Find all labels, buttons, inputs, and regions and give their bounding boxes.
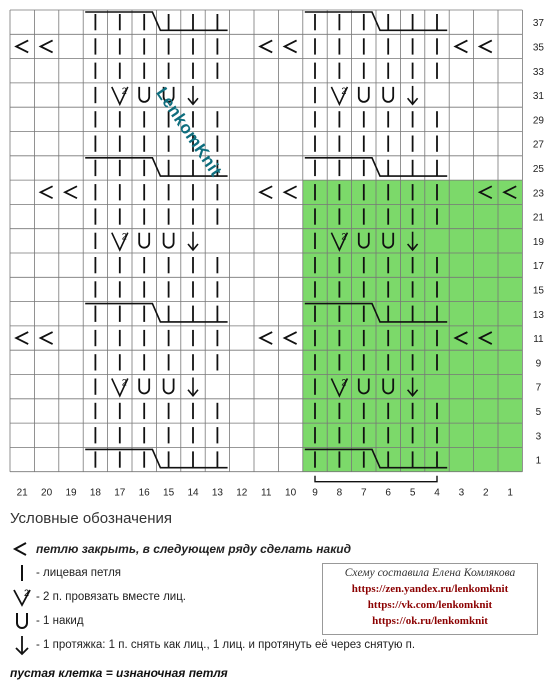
legend-item-knit [8, 562, 121, 584]
row-label: 19 [532, 236, 544, 248]
yarn-over-stitch [359, 87, 369, 102]
column-label: 6 [385, 487, 391, 499]
column-label: 12 [236, 487, 248, 499]
row-label: 35 [532, 42, 544, 54]
legend-text: - 1 накид [36, 615, 84, 627]
row-label: 11 [533, 334, 544, 346]
yarn-over-icon [8, 610, 36, 632]
column-label: 17 [114, 487, 126, 499]
k2tog-number: 2 [341, 85, 347, 96]
bind-off-stitch [260, 332, 272, 344]
row-label: 1 [535, 455, 542, 467]
author-link[interactable]: https://ok.ru/lenkomknit [372, 615, 488, 627]
row-label: 25 [532, 163, 544, 175]
k2tog-number: 2 [121, 85, 127, 96]
column-label: 8 [336, 487, 343, 499]
row-label: 3 [535, 431, 542, 443]
bind-off-stitch [41, 186, 53, 198]
yarn-over-stitch [383, 87, 393, 102]
bind-off-stitch [285, 186, 297, 198]
bind-off-stitch [455, 40, 467, 52]
bind-off-stitch [16, 40, 28, 52]
column-label: 11 [261, 487, 272, 499]
bind-off-stitch [285, 332, 297, 344]
column-label: 2 [483, 487, 489, 499]
legend-footer: пустая клетка = изнаночная петля [10, 666, 228, 680]
legend-item-k2tog [8, 586, 186, 608]
legend-text: петлю закрыть, в следующем ряду сделать накид [36, 542, 352, 556]
row-label: 37 [532, 18, 544, 30]
legend-item-yarn-over [8, 610, 84, 632]
bind-off-icon [8, 538, 36, 560]
row-label: 5 [535, 406, 542, 418]
k2tog-icon [8, 586, 36, 608]
column-label: 19 [65, 487, 77, 499]
knit-icon [8, 562, 36, 584]
column-label: 3 [458, 487, 465, 499]
legend-text: - 2 п. провязать вместе лиц. [36, 591, 187, 603]
legend-title: Условные обозначения [10, 510, 173, 527]
yarn-over-stitch [164, 379, 174, 394]
column-label: 21 [16, 487, 28, 499]
column-label: 15 [163, 487, 175, 499]
legend-text: - лицевая петля [36, 567, 122, 579]
legend-item-ssk [8, 634, 415, 656]
k2tog-number: 2 [341, 377, 347, 388]
author-name: Схему составила Елена Комлякова [344, 567, 516, 579]
yarn-over-stitch [139, 87, 149, 102]
column-label: 10 [285, 487, 297, 499]
row-label: 29 [532, 115, 544, 127]
k2tog-number: 2 [121, 377, 127, 388]
column-label: 5 [409, 487, 416, 499]
author-link[interactable]: https://vk.com/lenkomknit [367, 599, 493, 611]
row-label: 31 [532, 91, 544, 103]
author-box [322, 563, 538, 635]
row-label: 13 [532, 309, 544, 321]
bind-off-stitch [41, 332, 53, 344]
column-label: 7 [361, 487, 367, 499]
bind-off-stitch [16, 332, 28, 344]
watermark: LenkomKnit [152, 84, 226, 181]
row-label: 23 [532, 188, 544, 200]
yarn-over-stitch [139, 379, 149, 394]
author-link[interactable]: https://zen.yandex.ru/lenkomknit [351, 583, 509, 595]
row-label: 7 [535, 382, 542, 394]
bind-off-stitch [260, 40, 272, 52]
row-label: 17 [532, 261, 544, 273]
column-label: 14 [187, 487, 199, 499]
row-label: 27 [532, 139, 544, 151]
yarn-over-stitch [164, 233, 174, 248]
k2tog-number: 2 [121, 231, 127, 242]
row-label: 33 [532, 66, 544, 78]
column-label: 9 [312, 487, 318, 499]
column-label: 20 [41, 487, 53, 499]
bind-off-stitch [285, 40, 297, 52]
ssk-icon [8, 634, 36, 656]
column-label: 13 [211, 487, 223, 499]
bind-off-stitch [41, 40, 53, 52]
legend-item-bind-off [8, 538, 351, 560]
legend-text: - 1 протяжка: 1 п. снять как лиц., 1 лиц. и протянуть её через снятую п. [36, 639, 416, 651]
row-label: 21 [532, 212, 544, 224]
bind-off-stitch [65, 186, 77, 198]
bind-off-stitch [260, 186, 272, 198]
column-label: 4 [434, 487, 440, 499]
row-label: 15 [532, 285, 544, 297]
repeat-bracket [315, 476, 437, 482]
column-label: 1 [507, 487, 513, 499]
column-label: 18 [89, 487, 101, 499]
svg-text:2: 2 [24, 588, 30, 598]
column-label: 16 [138, 487, 150, 499]
bind-off-stitch [480, 40, 492, 52]
yarn-over-stitch [139, 233, 149, 248]
k2tog-number: 2 [341, 231, 347, 242]
row-label: 9 [535, 358, 542, 370]
